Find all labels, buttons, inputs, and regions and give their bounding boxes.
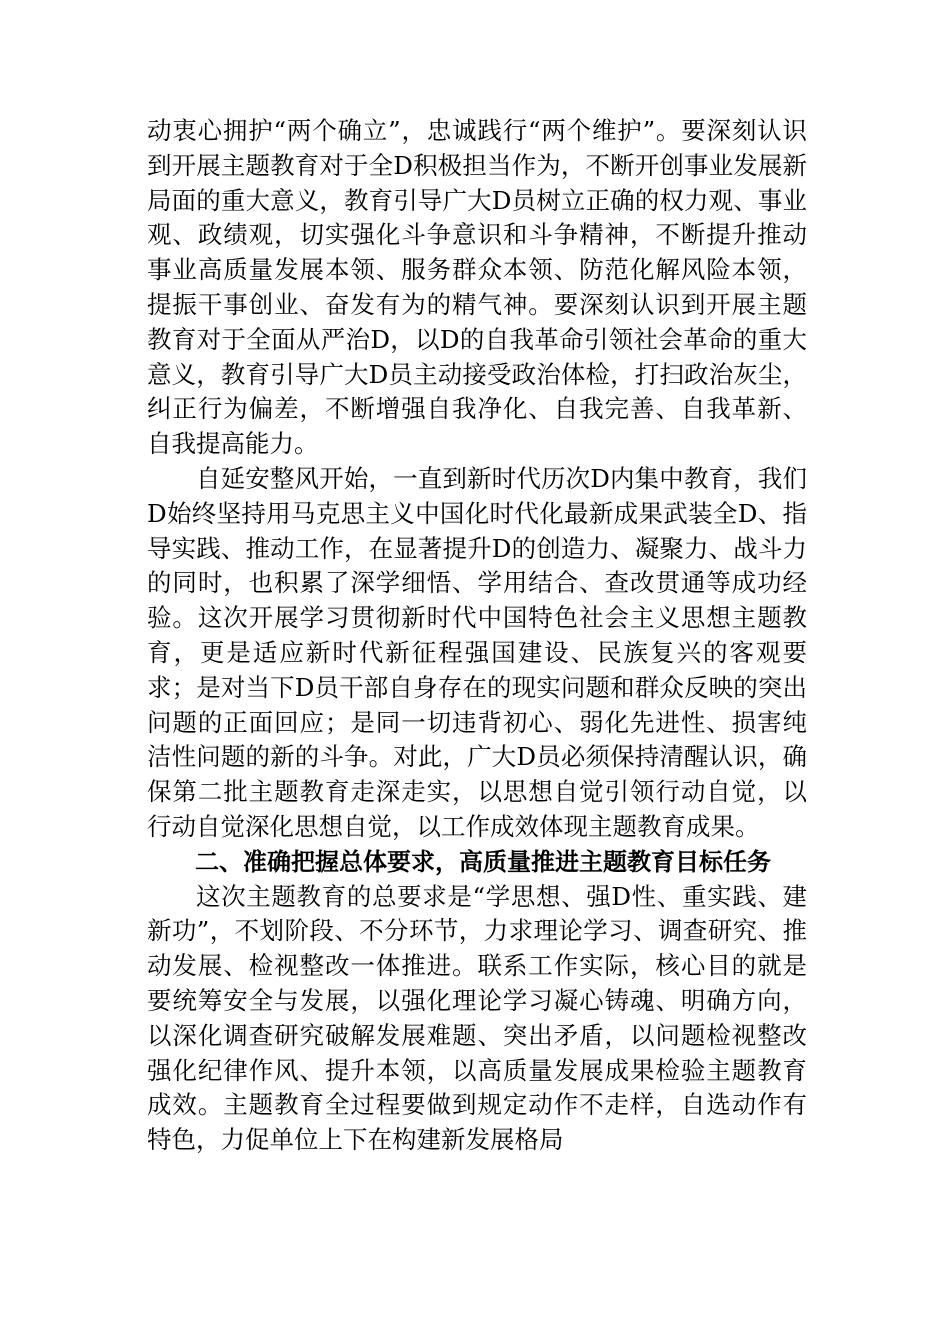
document-body <box>147 114 807 1158</box>
paragraph-continuation: 动衷心拥护“两个确立”，忠诚践行“两个维护”。要深刻认识到开展主题教育对于全D积极担当作为，不断开创事业发展新局面的重大意义，教育引导广大D员树立正确的权力观、事业观、政绩观，切实强化斗争意识和斗争精神，不断提升推动事业高质量发展本领、服务群众本领、防范化解风险本领，提振干事创业、奋发有为的精气神。要深刻认识到开展主题教育对于全面从严治D，以D的自我革命引领社会革命的重大意义，教育引导广大D员主动接受政治体检，打扫政治灰尘，纠正行为偏差，不断增强自我净化、自我完善、自我革新、自我提高能力。 <box>147 116 807 459</box>
section-heading-two: 二、准确把握总体要求，高质量推进主题教育目标任务 <box>195 847 771 876</box>
paragraph-requirements: 这次主题教育的总要求是“学思想、强D性、重实践、建新功”，不划阶段、不分环节，力求理论学习、调查研究、推动发展、检视整改一体推进。联系工作实际，核心目的就是要统筹安全与发展，以强化理论学习凝心铸魂、明确方向，以深化调查研究破解发展难题、突出矛盾，以问题检视整改强化纪律作风、提升本领，以高质量发展成果检验主题教育成效。主题教育全过程要做到规定动作不走样，自选动作有特色，力促单位上下在构建新发展格局 <box>147 881 807 1155</box>
paragraph-history: 自延安整风开始，一直到新时代历次D内集中教育，我们D始终坚持用马克思主义中国化时代化最新成果武装全D、指导实践、推动工作，在显著提升D的创造力、凝聚力、战斗力的同时，也积累了深学细悟、学用结合、查改贯通等成功经验。这次开展学习贯彻新时代中国特色社会主义思想主题教育，更是适应新时代新征程强国建设、民族复兴的客观要求；是对当下D员干部自身存在的现实问题和群众反映的突出问题的正面回应；是同一切违背初心、弱化先进性、损害纯洁性问题的新的斗争。对此，广大D员必须保持清醒认识，确保第二批主题教育走深走实，以思想自觉引领行动自觉，以行动自觉深化思想自觉，以工作成效体现主题教育成果。 <box>147 463 807 841</box>
